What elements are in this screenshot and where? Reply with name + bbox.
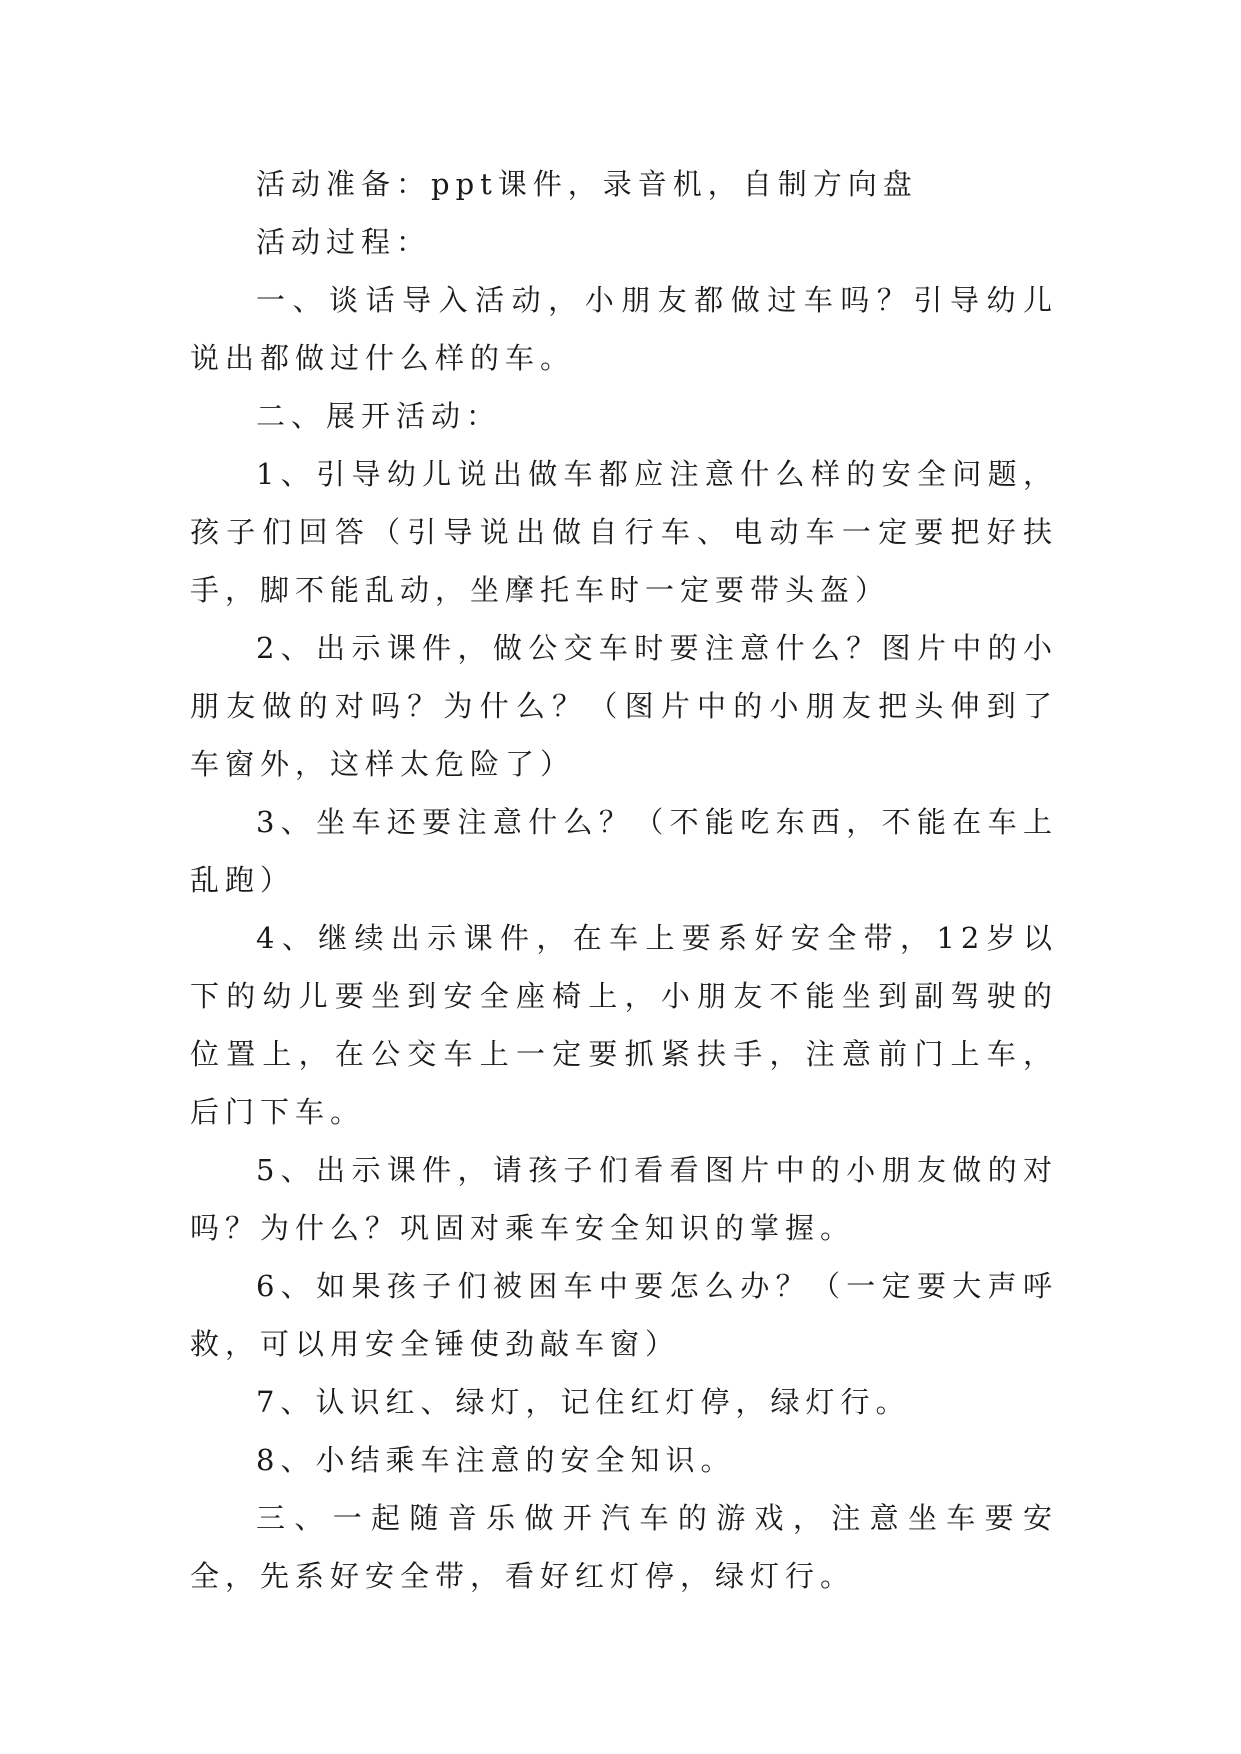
paragraph-item-2: 2、出示课件，做公交车时要注意什么？图片中的小朋友做的对吗？为什么？（图片中的小朋友把头伸到了车窗外，这样太危险了） [190, 631, 1058, 781]
paragraph-step-two-heading: 二、展开活动： [256, 399, 502, 433]
paragraph-item-4: 4、继续出示课件，在车上要系好安全带，12岁以下的幼儿要坐到安全座椅上，小朋友不能坐到副驾驶的位置上，在公交车上一定要抓紧扶手，注意前门上车，后门下车。 [190, 921, 1058, 1129]
paragraph-preparation: 活动准备：ppt课件，录音机，自制方向盘 [256, 167, 918, 201]
paragraph-item-8: 8、小结乘车注意的安全知识。 [256, 1443, 736, 1477]
paragraph-item-3: 3、坐车还要注意什么？（不能吃东西，不能在车上乱跑） [190, 805, 1058, 897]
paragraph-process-heading: 活动过程： [256, 225, 432, 259]
document-body [190, 155, 1058, 1605]
paragraph-item-7: 7、认识红、绿灯，记住红灯停，绿灯行。 [256, 1385, 911, 1419]
paragraph-step-three: 三、一起随音乐做开汽车的游戏，注意坐车要安全，先系好安全带，看好红灯停，绿灯行。 [190, 1501, 1058, 1593]
paragraph-item-6: 6、如果孩子们被困车中要怎么办？（一定要大声呼救，可以用安全锤使劲敲车窗） [190, 1269, 1058, 1361]
paragraph-step-one: 一、谈话导入活动，小朋友都做过车吗？引导幼儿说出都做过什么样的车。 [190, 283, 1058, 375]
paragraph-item-1: 1、引导幼儿说出做车都应注意什么样的安全问题，孩子们回答（引导说出做自行车、电动车一定要把好扶手，脚不能乱动，坐摩托车时一定要带头盔） [190, 457, 1058, 607]
paragraph-item-5: 5、出示课件，请孩子们看看图片中的小朋友做的对吗？为什么？巩固对乘车安全知识的掌握。 [190, 1153, 1058, 1245]
